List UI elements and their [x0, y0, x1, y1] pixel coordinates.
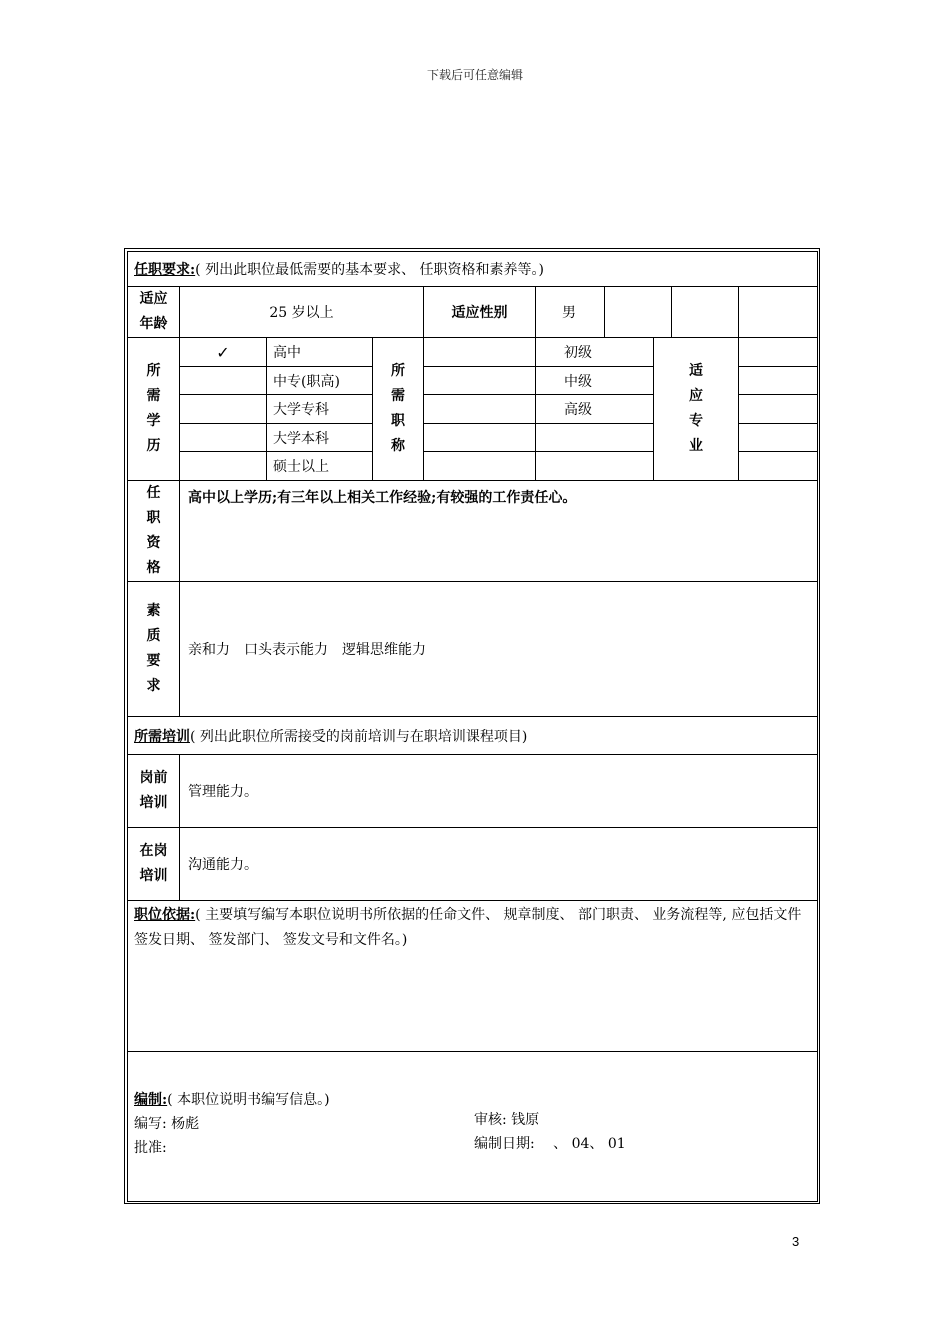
empty-cell: [180, 367, 267, 395]
major-label: 适应专业: [654, 338, 739, 481]
qualification-value: 高中以上学历;有三年以上相关工作经验;有较强的工作责任心。: [180, 481, 818, 582]
education-level: 大学本科: [267, 424, 373, 452]
education-level: 大学专科: [267, 395, 373, 424]
empty-cell: [739, 452, 818, 481]
empty-cell: [536, 452, 654, 481]
gender-value: 男: [536, 287, 605, 338]
empty-cell: [424, 452, 536, 481]
title-level: 初级: [536, 338, 654, 367]
compile-date: 编制日期: 、 04、 01: [474, 1136, 626, 1152]
compile-title: 编制:: [134, 1092, 168, 1108]
empty-cell: [605, 287, 672, 338]
empty-cell: [424, 367, 536, 395]
empty-cell: [424, 395, 536, 424]
basis-title: 职位依据:: [134, 907, 196, 923]
pre-training-value: 管理能力。: [180, 755, 818, 828]
requirements-heading-cell: [128, 252, 818, 287]
training-desc: ( 列出此职位所需接受的岗前培训与在职培训课程项目): [190, 728, 528, 745]
quality-value: 亲和力 口头表示能力 逻辑思维能力: [180, 582, 818, 717]
compile-desc: ( 本职位说明书编写信息。): [167, 1092, 330, 1108]
requirements-desc: ( 列出此职位最低需要的基本要求、 任职资格和素养等。): [195, 262, 544, 278]
checkmark-icon: ✓: [180, 338, 267, 367]
requirements-title: 任职要求:: [134, 262, 196, 278]
empty-cell: [739, 338, 818, 367]
title-level: 中级: [536, 367, 654, 395]
age-label: 适应年龄: [128, 287, 180, 338]
title-level: 高级: [536, 395, 654, 424]
age-value: 25 岁以上: [180, 287, 424, 338]
training-title: 所需培训: [134, 728, 190, 745]
empty-cell: [536, 424, 654, 452]
job-description-table: [127, 251, 818, 1202]
empty-cell: [180, 395, 267, 424]
education-level: 高中: [267, 338, 373, 367]
quality-label: 素质要求: [128, 582, 180, 717]
compile-cell: [128, 1052, 818, 1202]
empty-cell: [424, 338, 536, 367]
empty-cell: [180, 424, 267, 452]
basis-cell: [128, 901, 818, 1052]
empty-cell: [424, 424, 536, 452]
education-level: 中专(职高): [267, 367, 373, 395]
pre-training-label: 岗前培训: [128, 755, 180, 828]
title-req-label: 所需职称: [373, 338, 424, 481]
basis-desc: ( 主要填写编写本职位说明书所依据的任命文件、 规章制度、 部门职责、 业务流程等, 应包括文件签发日期、 签发部门、 签发文号和文件名。): [134, 907, 802, 948]
education-level: 硕士以上: [267, 452, 373, 481]
qualification-label: 任职资格: [128, 481, 180, 582]
empty-cell: [739, 367, 818, 395]
empty-cell: [672, 287, 739, 338]
empty-cell: [739, 424, 818, 452]
page-header: 下载后可任意编辑: [426, 68, 523, 82]
empty-cell: [739, 395, 818, 424]
compile-reviewer: 审核: 钱原: [474, 1112, 540, 1128]
training-heading-cell: [128, 717, 818, 755]
gender-label: 适应性别: [424, 287, 536, 338]
education-label: 所需学历: [128, 338, 180, 481]
empty-cell: [180, 452, 267, 481]
compile-writer: 编写: 杨彪: [134, 1116, 200, 1132]
on-job-training-label: 在岗培训: [128, 828, 180, 901]
compile-approver: 批准:: [134, 1140, 167, 1156]
on-job-training-value: 沟通能力。: [180, 828, 818, 901]
empty-cell: [739, 287, 818, 338]
page-number: 3: [792, 1234, 800, 1249]
